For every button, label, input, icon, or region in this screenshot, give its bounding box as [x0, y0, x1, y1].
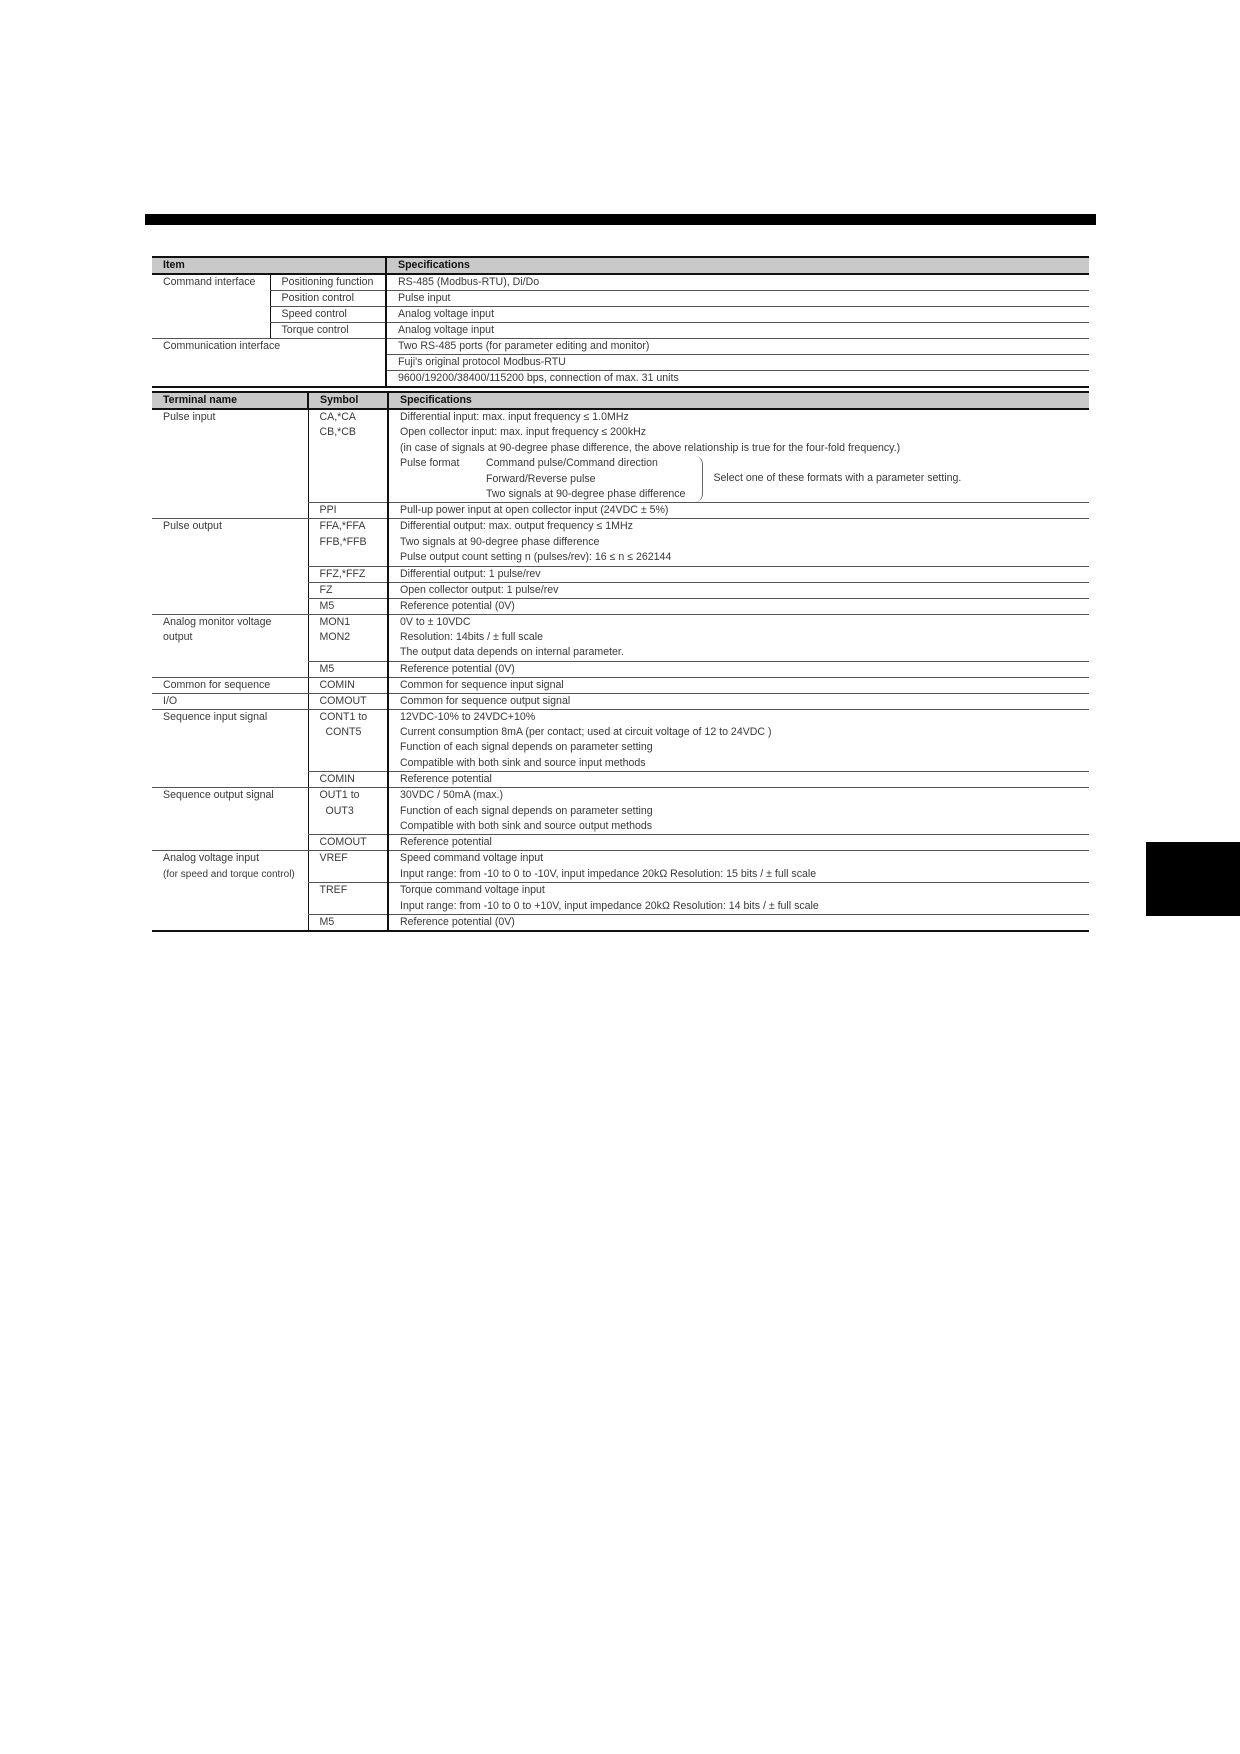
- symbol-cont5: CONT5: [325, 726, 362, 739]
- spec-cell: Pull-up power input at open collector input (24VDC ± 5%): [388, 503, 1089, 519]
- spec-cell: [388, 614, 1089, 661]
- terminal-spec-table: [152, 391, 1089, 932]
- symbol-comout: COMOUT: [308, 693, 388, 709]
- command-interface-label: Command interface: [152, 274, 270, 339]
- sub-item: Positioning function: [270, 274, 386, 291]
- symbol-cb: CB,*CB: [319, 426, 356, 439]
- symbol-cell: [308, 709, 388, 772]
- spec-cell: RS-485 (Modbus-RTU), Di/Do: [386, 274, 1089, 291]
- symbol-comin: COMIN: [308, 677, 388, 693]
- spec-cell: Reference potential (0V): [388, 914, 1089, 931]
- symbol-vref: VREF: [308, 851, 388, 883]
- spec-line: Compatible with both sink and source input methods: [400, 756, 646, 769]
- symbol-cell: [308, 614, 388, 661]
- symbol-cell: [308, 788, 388, 835]
- spec-line: Speed command voltage input: [400, 852, 544, 865]
- header-item: Item: [152, 257, 386, 274]
- spec-cell: Fuji's original protocol Modbus-RTU: [386, 355, 1089, 371]
- spec-line: Differential output: max. output frequency ≤ 1MHz: [400, 520, 633, 533]
- spec-cell: [388, 409, 1089, 503]
- terminal-common-sequence: Common for sequence: [152, 677, 308, 693]
- terminal-common-sequence-io: I/O: [152, 693, 308, 709]
- pulse-format-option: Two signals at 90-degree phase difference: [486, 487, 686, 500]
- section-header-bar: [145, 214, 1096, 225]
- spec-line: Resolution: 14bits / ± full scale: [400, 630, 544, 643]
- chapter-tab-marker: [1146, 842, 1240, 916]
- sub-item: Position control: [270, 291, 386, 307]
- header-symbol: Symbol: [308, 392, 388, 409]
- terminal-sequence-input: Sequence input signal: [152, 709, 308, 788]
- terminal-name-line: Analog monitor voltage: [163, 615, 272, 628]
- spec-cell: [388, 883, 1089, 915]
- sub-item: Torque control: [270, 323, 386, 339]
- symbol-m5: M5: [308, 661, 388, 677]
- symbol-comin: COMIN: [308, 772, 388, 788]
- symbol-out3: OUT3: [325, 804, 354, 817]
- spec-cell: Analog voltage input: [386, 307, 1089, 323]
- terminal-pulse-output: Pulse output: [152, 519, 308, 614]
- spec-line: Input range: from -10 to 0 to +10V, input impedance 20kΩ Resolution: 14 bits / ± full scale: [400, 899, 819, 912]
- spec-cell: Analog voltage input: [386, 323, 1089, 339]
- symbol-cont: CONT1 to: [319, 710, 368, 723]
- symbol-m5: M5: [308, 914, 388, 931]
- symbol-comout: COMOUT: [308, 835, 388, 851]
- symbol-cell: [308, 519, 388, 566]
- interface-spec-table: [152, 256, 1089, 388]
- spec-line: Input range: from -10 to 0 to -10V, input impedance 20kΩ Resolution: 15 bits / ± full scale: [400, 867, 817, 880]
- spec-cell: Differential output: 1 pulse/rev: [388, 566, 1089, 582]
- header-specifications: Specifications: [388, 392, 1089, 409]
- terminal-name-line: Analog voltage input: [163, 852, 260, 865]
- spec-cell: Reference potential: [388, 772, 1089, 788]
- spec-cell: [388, 788, 1089, 835]
- spec-cell: Reference potential: [388, 835, 1089, 851]
- spec-cell: Common for sequence input signal: [388, 677, 1089, 693]
- spec-line: Function of each signal depends on parameter setting: [400, 741, 653, 754]
- spec-line: 12VDC-10% to 24VDC+10%: [400, 710, 536, 723]
- spec-line: (in case of signals at 90-degree phase difference, the above relationship is true for the four-fold frequency.): [400, 441, 901, 454]
- terminal-name-line: output: [163, 630, 193, 643]
- header-specifications: Specifications: [386, 257, 1089, 274]
- symbol-fz: FZ: [308, 582, 388, 598]
- pulse-format-block: [400, 456, 1089, 502]
- spec-line: Compatible with both sink and source output methods: [400, 820, 653, 833]
- spec-line: Two signals at 90-degree phase difference: [400, 535, 600, 548]
- spec-line: Function of each signal depends on parameter setting: [400, 804, 653, 817]
- symbol-ffb: FFB,*FFB: [319, 535, 367, 548]
- symbol-mon2: MON2: [319, 630, 351, 643]
- header-terminal-name: Terminal name: [152, 392, 308, 409]
- spec-cell: Reference potential (0V): [388, 661, 1089, 677]
- spec-cell: Common for sequence output signal: [388, 693, 1089, 709]
- terminal-name-line: (for speed and torque control): [163, 868, 295, 880]
- spec-line: Differential input: max. input frequency ≤ 1.0MHz: [400, 411, 629, 423]
- spec-cell: Pulse input: [386, 291, 1089, 307]
- pulse-format-option: Command pulse/Command direction: [486, 457, 658, 470]
- terminal-pulse-input: Pulse input: [152, 409, 308, 519]
- terminal-sequence-output: Sequence output signal: [152, 788, 308, 851]
- communication-interface-label: Communication interface: [152, 339, 386, 388]
- terminal-analog-voltage-input: [152, 851, 308, 931]
- symbol-ffz: FFZ,*FFZ: [308, 566, 388, 582]
- symbol-ffa: FFA,*FFA: [319, 520, 366, 533]
- spec-line: 0V to ± 10VDC: [400, 615, 471, 628]
- pulse-format-option: Forward/Reverse pulse: [486, 472, 596, 485]
- spec-cell: Reference potential (0V): [388, 598, 1089, 614]
- spec-cell: [388, 519, 1089, 566]
- symbol-m5: M5: [308, 598, 388, 614]
- spec-cell: Open collector output: 1 pulse/rev: [388, 582, 1089, 598]
- symbol-ppi: PPI: [308, 503, 388, 519]
- pulse-format-note: Select one of these formats with a parameter setting.: [713, 472, 962, 485]
- spec-cell: Two RS-485 ports (for parameter editing and monitor): [386, 339, 1089, 355]
- spec-cell: [388, 709, 1089, 772]
- spec-line: The output data depends on internal parameter.: [400, 646, 624, 659]
- right-brace-icon: [692, 456, 703, 502]
- spec-cell: [388, 851, 1089, 883]
- spec-line: Open collector input: max. input frequency ≤ 200kHz: [400, 426, 647, 439]
- spec-line: 30VDC / 50mA (max.): [400, 789, 504, 802]
- spec-line: Current consumption 8mA (per contact; used at circuit voltage of 12 to 24VDC ): [400, 726, 772, 739]
- terminal-analog-monitor: [152, 614, 308, 677]
- spec-cell: 9600/19200/38400/115200 bps, connection of max. 31 units: [386, 371, 1089, 388]
- sub-item: Speed control: [270, 307, 386, 323]
- pulse-format-options: [486, 456, 703, 502]
- symbol-ca: CA,*CA: [319, 411, 356, 423]
- spec-line: Torque command voltage input: [400, 884, 545, 897]
- symbol-out: OUT1 to: [319, 789, 360, 802]
- symbol-mon1: MON1: [319, 615, 351, 628]
- symbol-cell: [308, 409, 388, 503]
- symbol-tref: TREF: [308, 883, 388, 915]
- pulse-format-label: Pulse format: [400, 457, 460, 470]
- spec-line: Pulse output count setting n (pulses/rev): 16 ≤ n ≤ 262144: [400, 551, 672, 564]
